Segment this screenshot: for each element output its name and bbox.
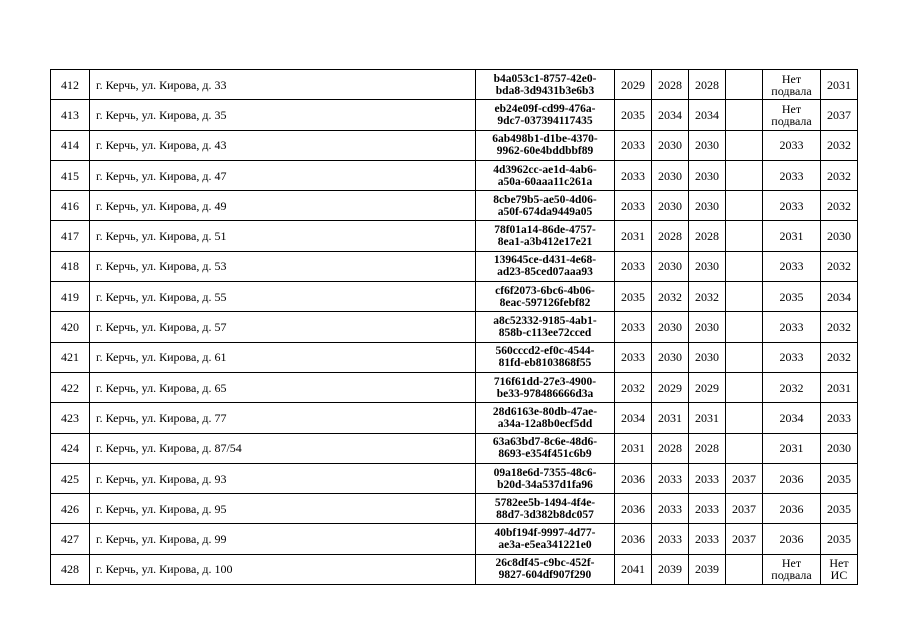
year-cell-1: 2033 <box>615 130 652 160</box>
year-cell-2: 2031 <box>652 403 689 433</box>
year-cell-5: 2033 <box>763 312 821 342</box>
table-row <box>51 403 858 433</box>
year-cell-5 <box>763 100 821 130</box>
row-number: 424 <box>51 433 90 463</box>
guid-line-1: 40bf194f-9997-4d77- <box>494 527 596 540</box>
row-number: 423 <box>51 403 90 433</box>
address-cell: г. Керчь, ул. Кирова, д. 57 <box>90 312 476 342</box>
address-cell: г. Керчь, ул. Кирова, д. 35 <box>90 100 476 130</box>
year-cell-5: 2036 <box>763 463 821 493</box>
value-label: Нет подвала <box>771 556 812 583</box>
year-cell-2: 2028 <box>652 433 689 463</box>
guid-line-2: 858b-c113ee72cced <box>498 327 592 340</box>
table-row <box>51 130 858 160</box>
year-cell-2: 2033 <box>652 463 689 493</box>
year-cell-2: 2030 <box>652 342 689 372</box>
year-cell-1: 2035 <box>615 100 652 130</box>
guid-line-2: ae3a-e5ea341221e0 <box>498 539 592 552</box>
year-cell-6: 2031 <box>821 70 858 100</box>
row-number: 425 <box>51 463 90 493</box>
year-cell-1: 2041 <box>615 554 652 584</box>
year-cell-5: 2035 <box>763 282 821 312</box>
guid-line-2: a50f-674da9449a05 <box>497 205 593 218</box>
year-cell-3: 2032 <box>689 282 726 312</box>
year-cell-2: 2034 <box>652 100 689 130</box>
row-number: 420 <box>51 312 90 342</box>
year-cell-6: 2032 <box>821 342 858 372</box>
guid-line-2: a34a-12a8b0ecf5dd <box>497 417 593 430</box>
guid-line-1: 560cccd2-ef0c-4544- <box>495 345 595 358</box>
year-cell-5: 2034 <box>763 403 821 433</box>
fias-guid-cell <box>476 251 615 281</box>
fias-guid-cell <box>476 130 615 160</box>
guid-line-1: 6ab498b1-d1be-4370- <box>492 133 598 146</box>
guid-line-2: 8ea1-a3b412e17e21 <box>497 236 593 249</box>
fias-guid-cell <box>476 100 615 130</box>
address-cell: г. Керчь, ул. Кирова, д. 55 <box>90 282 476 312</box>
year-cell-4 <box>726 372 763 402</box>
year-cell-2: 2030 <box>652 130 689 160</box>
year-cell-1: 2029 <box>615 70 652 100</box>
address-cell: г. Керчь, ул. Кирова, д. 95 <box>90 494 476 524</box>
year-cell-4 <box>726 130 763 160</box>
year-cell-4 <box>726 221 763 251</box>
row-number: 428 <box>51 554 90 584</box>
year-cell-6: 2035 <box>821 524 858 554</box>
year-cell-3: 2030 <box>689 191 726 221</box>
address-cell: г. Керчь, ул. Кирова, д. 87/54 <box>90 433 476 463</box>
year-cell-1: 2034 <box>615 403 652 433</box>
table-row <box>51 160 858 190</box>
year-cell-2: 2030 <box>652 160 689 190</box>
year-cell-4 <box>726 433 763 463</box>
table-row <box>51 251 858 281</box>
year-cell-5: 2033 <box>763 251 821 281</box>
fias-guid-cell <box>476 463 615 493</box>
guid-line-2: 8693-e354f451c6b9 <box>498 448 592 461</box>
year-cell-4 <box>726 282 763 312</box>
guid-line-2: ad23-85ced07aaa93 <box>497 266 593 279</box>
year-cell-6: 2034 <box>821 282 858 312</box>
year-cell-5: 2036 <box>763 494 821 524</box>
guid-line-1: 139645ce-d431-4e68- <box>493 254 597 267</box>
year-cell-1: 2033 <box>615 191 652 221</box>
year-cell-2: 2030 <box>652 191 689 221</box>
guid-line-2: 81fd-eb8103868f55 <box>498 357 592 370</box>
fias-guid-cell <box>476 70 615 100</box>
row-number: 416 <box>51 191 90 221</box>
guid-line-1: eb24e09f-cd99-476a- <box>494 102 596 115</box>
address-cell: г. Керчь, ул. Кирова, д. 49 <box>90 191 476 221</box>
year-cell-2: 2039 <box>652 554 689 584</box>
table-row <box>51 463 858 493</box>
year-cell-5: 2031 <box>763 221 821 251</box>
table-row <box>51 312 858 342</box>
table-row <box>51 70 858 100</box>
fias-guid-cell <box>476 433 615 463</box>
year-cell-1: 2033 <box>615 312 652 342</box>
guid-line-1: 09a18e6d-7355-48c6- <box>493 466 597 479</box>
table-row <box>51 100 858 130</box>
year-cell-5 <box>763 554 821 584</box>
year-cell-3: 2028 <box>689 433 726 463</box>
value-label: Нет подвала <box>771 101 812 128</box>
year-cell-6: 2037 <box>821 100 858 130</box>
fias-guid-cell <box>476 160 615 190</box>
table-row <box>51 372 858 402</box>
year-cell-3: 2034 <box>689 100 726 130</box>
year-cell-4 <box>726 70 763 100</box>
year-cell-4 <box>726 251 763 281</box>
guid-line-1: 78f01a14-86de-4757- <box>494 224 596 237</box>
address-cell: г. Керчь, ул. Кирова, д. 100 <box>90 554 476 584</box>
year-cell-3: 2029 <box>689 372 726 402</box>
year-cell-6 <box>821 554 858 584</box>
year-cell-3: 2028 <box>689 70 726 100</box>
guid-line-2: 9dc7-037394117435 <box>497 114 593 127</box>
year-cell-4 <box>726 342 763 372</box>
address-cell: г. Керчь, ул. Кирова, д. 93 <box>90 463 476 493</box>
address-cell: г. Керчь, ул. Кирова, д. 53 <box>90 251 476 281</box>
guid-line-1: 63a63bd7-8c6e-48d6- <box>492 436 598 449</box>
row-number: 422 <box>51 372 90 402</box>
year-cell-6: 2033 <box>821 403 858 433</box>
address-cell: г. Керчь, ул. Кирова, д. 47 <box>90 160 476 190</box>
row-number: 415 <box>51 160 90 190</box>
address-cell: г. Керчь, ул. Кирова, д. 43 <box>90 130 476 160</box>
year-cell-4: 2037 <box>726 524 763 554</box>
address-cell: г. Керчь, ул. Кирова, д. 33 <box>90 70 476 100</box>
year-cell-5: 2033 <box>763 342 821 372</box>
year-cell-4: 2037 <box>726 463 763 493</box>
year-cell-6: 2032 <box>821 191 858 221</box>
year-cell-1: 2033 <box>615 160 652 190</box>
fias-guid-cell <box>476 342 615 372</box>
year-cell-6: 2032 <box>821 312 858 342</box>
fias-guid-cell <box>476 524 615 554</box>
year-cell-1: 2033 <box>615 251 652 281</box>
year-cell-4 <box>726 191 763 221</box>
year-cell-3: 2039 <box>689 554 726 584</box>
guid-line-1: cf6f2073-6bc6-4b06- <box>495 284 595 297</box>
year-cell-2: 2028 <box>652 221 689 251</box>
year-cell-6: 2030 <box>821 433 858 463</box>
year-cell-6: 2030 <box>821 221 858 251</box>
guid-line-1: 8cbe79b5-ae50-4d06- <box>493 193 597 206</box>
row-number: 417 <box>51 221 90 251</box>
year-cell-2: 2028 <box>652 70 689 100</box>
guid-line-2: 88d7-3d382b8dc057 <box>496 508 594 521</box>
row-number: 427 <box>51 524 90 554</box>
guid-line-1: a8c52332-9185-4ab1- <box>493 315 597 328</box>
year-cell-5: 2033 <box>763 191 821 221</box>
year-cell-5: 2031 <box>763 433 821 463</box>
guid-line-2: bda8-3d9431b3e6b3 <box>495 84 595 97</box>
year-cell-2: 2030 <box>652 312 689 342</box>
year-cell-6: 2032 <box>821 251 858 281</box>
year-cell-2: 2033 <box>652 524 689 554</box>
fias-guid-cell <box>476 221 615 251</box>
year-cell-4: 2037 <box>726 494 763 524</box>
table-row <box>51 282 858 312</box>
row-number: 419 <box>51 282 90 312</box>
year-cell-3: 2033 <box>689 524 726 554</box>
address-cell: г. Керчь, ул. Кирова, д. 99 <box>90 524 476 554</box>
year-cell-1: 2031 <box>615 433 652 463</box>
year-cell-1: 2032 <box>615 372 652 402</box>
year-cell-6: 2031 <box>821 372 858 402</box>
guid-line-2: b20d-34a537d1fa96 <box>497 478 593 491</box>
year-cell-1: 2036 <box>615 524 652 554</box>
row-number: 418 <box>51 251 90 281</box>
fias-guid-cell <box>476 554 615 584</box>
year-cell-6: 2035 <box>821 494 858 524</box>
row-number: 426 <box>51 494 90 524</box>
year-cell-3: 2030 <box>689 160 726 190</box>
year-cell-6: 2032 <box>821 160 858 190</box>
year-cell-3: 2030 <box>689 251 726 281</box>
row-number: 413 <box>51 100 90 130</box>
year-cell-2: 2033 <box>652 494 689 524</box>
year-cell-5 <box>763 70 821 100</box>
year-cell-3: 2028 <box>689 221 726 251</box>
address-cell: г. Керчь, ул. Кирова, д. 77 <box>90 403 476 433</box>
year-cell-3: 2033 <box>689 463 726 493</box>
table-row <box>51 524 858 554</box>
table-body <box>51 70 858 585</box>
year-cell-2: 2030 <box>652 251 689 281</box>
value-label: Нет подвала <box>771 71 812 98</box>
guid-line-2: a50a-60aaa11c261a <box>497 175 593 188</box>
guid-line-2: be33-978486666d3a <box>496 387 594 400</box>
fias-guid-cell <box>476 282 615 312</box>
guid-line-1: b4a053c1-8757-42e0- <box>493 72 597 85</box>
year-cell-1: 2031 <box>615 221 652 251</box>
year-cell-5: 2033 <box>763 130 821 160</box>
table-row <box>51 494 858 524</box>
fias-guid-cell <box>476 403 615 433</box>
year-cell-1: 2036 <box>615 494 652 524</box>
row-number: 412 <box>51 70 90 100</box>
fias-guid-cell <box>476 191 615 221</box>
year-cell-4 <box>726 312 763 342</box>
guid-line-1: 5782ee5b-1494-4f4e- <box>494 496 596 509</box>
year-cell-3: 2030 <box>689 312 726 342</box>
guid-line-1: 716f61dd-27e3-4900- <box>493 375 597 388</box>
year-cell-1: 2035 <box>615 282 652 312</box>
value-label: Нет ИС <box>829 556 849 583</box>
fias-guid-cell <box>476 312 615 342</box>
year-cell-2: 2032 <box>652 282 689 312</box>
year-cell-4 <box>726 160 763 190</box>
year-cell-6: 2035 <box>821 463 858 493</box>
address-cell: г. Керчь, ул. Кирова, д. 51 <box>90 221 476 251</box>
table-row <box>51 221 858 251</box>
guid-line-2: 9827-604df907f290 <box>498 569 592 582</box>
address-cell: г. Керчь, ул. Кирова, д. 65 <box>90 372 476 402</box>
guid-line-1: 26c8df45-c9bc-452f- <box>495 557 595 570</box>
guid-line-1: 4d3962cc-ae1d-4ab6- <box>493 163 597 176</box>
row-number: 414 <box>51 130 90 160</box>
guid-line-2: 8eac-597126febf82 <box>499 296 591 309</box>
table-row <box>51 342 858 372</box>
year-cell-5: 2033 <box>763 160 821 190</box>
fias-guid-cell <box>476 494 615 524</box>
year-cell-3: 2030 <box>689 130 726 160</box>
year-cell-4 <box>726 554 763 584</box>
housing-registry-table <box>50 69 858 585</box>
year-cell-4 <box>726 100 763 130</box>
year-cell-3: 2030 <box>689 342 726 372</box>
table-row <box>51 191 858 221</box>
guid-line-2: 9962-60e4bddbbf89 <box>496 145 594 158</box>
year-cell-4 <box>726 403 763 433</box>
year-cell-3: 2033 <box>689 494 726 524</box>
year-cell-5: 2032 <box>763 372 821 402</box>
address-cell: г. Керчь, ул. Кирова, д. 61 <box>90 342 476 372</box>
year-cell-1: 2036 <box>615 463 652 493</box>
guid-line-1: 28d6163e-80db-47ae- <box>492 405 598 418</box>
year-cell-3: 2031 <box>689 403 726 433</box>
year-cell-2: 2029 <box>652 372 689 402</box>
year-cell-1: 2033 <box>615 342 652 372</box>
year-cell-6: 2032 <box>821 130 858 160</box>
fias-guid-cell <box>476 372 615 402</box>
year-cell-5: 2036 <box>763 524 821 554</box>
table-row <box>51 554 858 584</box>
row-number: 421 <box>51 342 90 372</box>
table-row <box>51 433 858 463</box>
